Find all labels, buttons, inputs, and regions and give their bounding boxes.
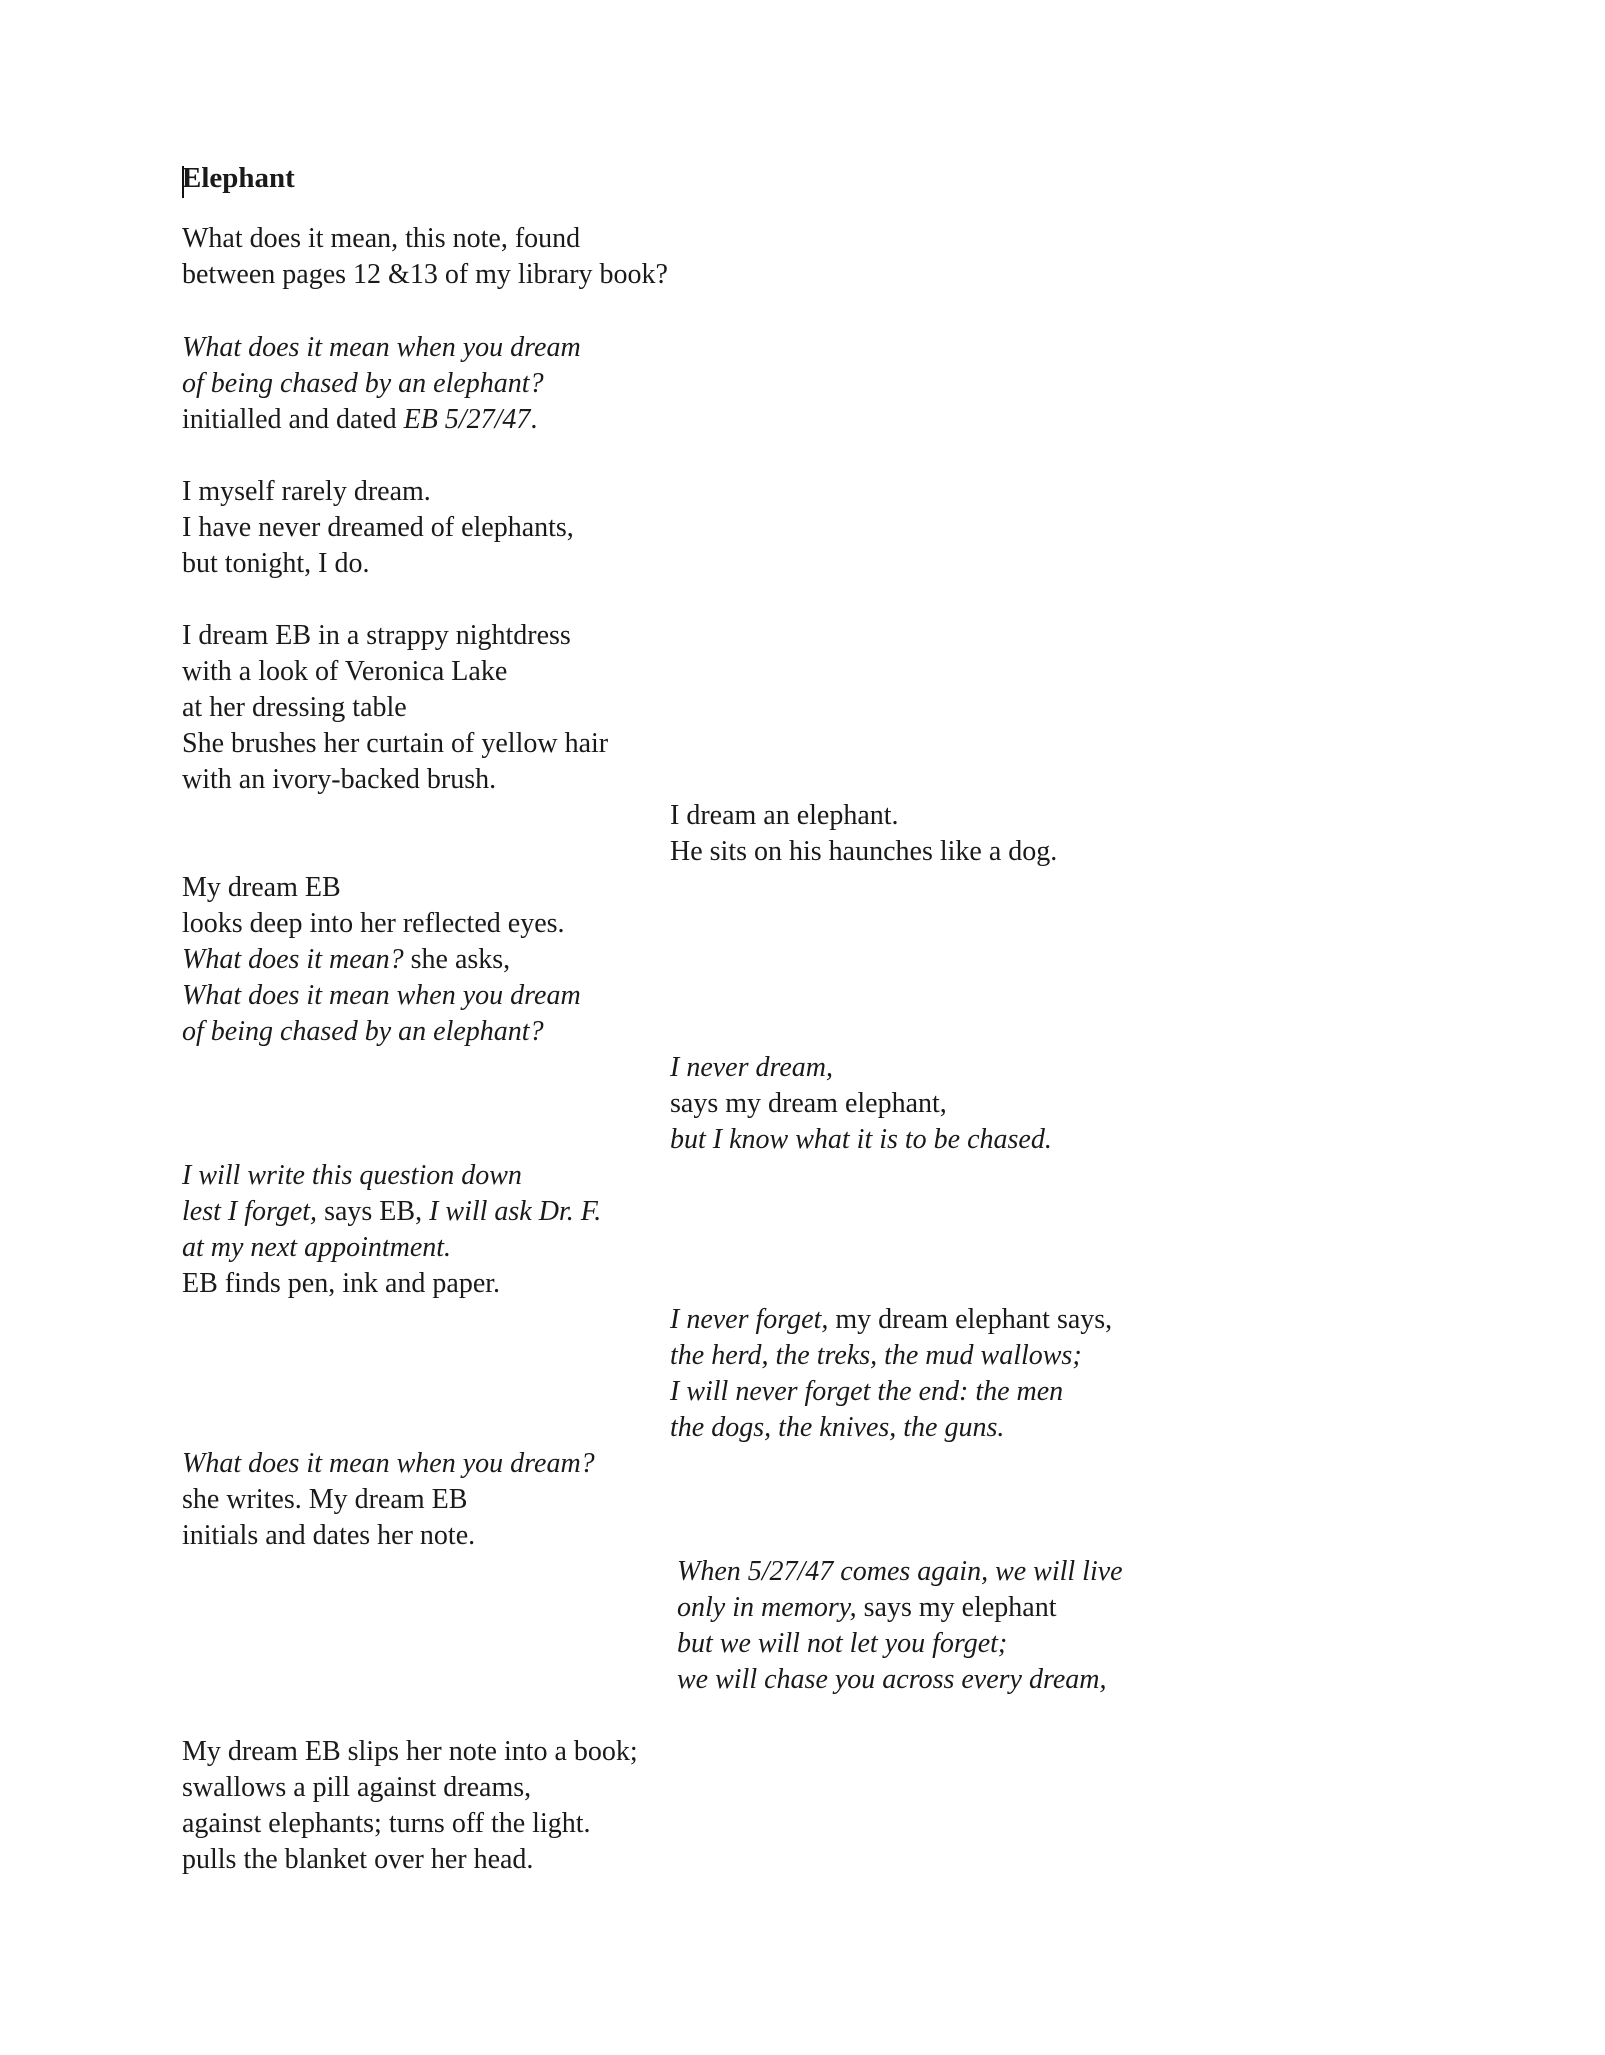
text: I dream EB in a strappy nightdress: [182, 620, 571, 651]
text: my dream elephant says,: [828, 1304, 1113, 1335]
poem-line: [182, 1806, 638, 1842]
poem-line: [182, 1842, 638, 1878]
italic-text: lest I forget,: [182, 1196, 318, 1227]
stanza: [182, 870, 581, 1050]
poem-line: [182, 1446, 595, 1482]
poem-line: [182, 690, 608, 726]
text: He sits on his haunches like a dog.: [670, 836, 1058, 867]
poem-line: [182, 221, 668, 257]
poem-line: [670, 1410, 1112, 1446]
stanza: [670, 1302, 1112, 1446]
poem-line: [182, 726, 608, 762]
poem-line: [182, 257, 668, 293]
poem-line: [182, 1014, 581, 1050]
poem-line: [182, 1734, 638, 1770]
poem-line: [182, 906, 581, 942]
text: with a look of Veronica Lake: [182, 656, 508, 687]
italic-text: at my next appointment.: [182, 1232, 452, 1263]
poem-line: [182, 1230, 601, 1266]
italic-text: I never dream,: [670, 1052, 834, 1083]
stanza: [670, 798, 1057, 870]
italic-text: What does it mean when you dream?: [182, 1448, 595, 1479]
text: but tonight, I do.: [182, 548, 370, 579]
text: she writes. My dream EB: [182, 1484, 468, 1515]
italic-text: only in memory,: [677, 1592, 857, 1623]
italic-text: but I know what it is to be chased.: [670, 1124, 1052, 1155]
stanza: [182, 618, 608, 798]
poem-line: [182, 1482, 595, 1518]
text: She brushes her curtain of yellow hair: [182, 728, 609, 759]
italic-text: we will chase you across every dream,: [677, 1664, 1107, 1695]
poem-title: Elephant: [182, 162, 295, 194]
text: What does it mean, this note, found: [182, 223, 581, 254]
poem-line: [670, 798, 1057, 834]
text: says my dream elephant,: [670, 1088, 947, 1119]
stanza: [182, 221, 668, 293]
poem-line: [182, 1266, 601, 1302]
text: EB finds pen, ink and paper.: [182, 1268, 501, 1299]
italic-text: the herd, the treks, the mud wallows;: [670, 1340, 1082, 1371]
italic-text: of being chased by an elephant?: [182, 368, 544, 399]
italic-text: What does it mean?: [182, 944, 404, 975]
italic-text: What does it mean when you dream: [182, 980, 581, 1011]
italic-text: I will ask Dr. F.: [429, 1196, 602, 1227]
stanza: [677, 1554, 1123, 1698]
poem-line: [182, 942, 581, 978]
poem-line: [677, 1626, 1123, 1662]
poem-line: [182, 1770, 638, 1806]
poem-line: [670, 1122, 1052, 1158]
poem-line: [182, 510, 574, 546]
text: between pages 12 &13 of my library book?: [182, 259, 668, 290]
poem-line: [182, 1158, 601, 1194]
stanza: [182, 1158, 601, 1302]
stanza: [182, 1446, 595, 1554]
italic-text: When 5/27/47 comes again, we will live: [677, 1556, 1123, 1587]
stanza: [182, 1734, 638, 1878]
text: I myself rarely dream.: [182, 476, 431, 507]
poem-line: [182, 870, 581, 906]
poem-line: [670, 1338, 1112, 1374]
text: at her dressing table: [182, 692, 407, 723]
text: .: [530, 404, 538, 435]
poem-line: [670, 1374, 1112, 1410]
italic-text: I will write this question down: [182, 1160, 522, 1191]
italic-text: of being chased by an elephant?: [182, 1016, 544, 1047]
poem-line: [670, 1302, 1112, 1338]
poem-line: [182, 978, 581, 1014]
text: against elephants; turns off the light.: [182, 1808, 591, 1839]
text: initialled and dated: [182, 404, 404, 435]
poem-line: [182, 330, 581, 366]
italic-text: the dogs, the knives, the guns.: [670, 1412, 1005, 1443]
stanza: [670, 1050, 1052, 1158]
poem-line: [182, 618, 608, 654]
text: pulls the blanket over her head.: [182, 1844, 534, 1875]
poem-line: [182, 1518, 595, 1554]
italic-text: but we will not let you forget;: [677, 1628, 1008, 1659]
stanza: [182, 330, 581, 438]
text: My dream EB: [182, 872, 341, 903]
text: with an ivory-backed brush.: [182, 764, 497, 795]
italic-text: EB 5/27/47: [403, 404, 531, 435]
italic-text: I will never forget the end: the men: [670, 1376, 1064, 1407]
text: initials and dates her note.: [182, 1520, 476, 1551]
text: she asks,: [403, 944, 511, 975]
poem-line: [670, 1050, 1052, 1086]
poem-line: [670, 834, 1057, 870]
poem-line: [182, 1194, 601, 1230]
text: says EB,: [317, 1196, 430, 1227]
poem-line: [677, 1662, 1123, 1698]
text: swallows a pill against dreams,: [182, 1772, 532, 1803]
poem-line: [670, 1086, 1052, 1122]
text: My dream EB slips her note into a book;: [182, 1736, 638, 1767]
italic-text: I never forget,: [670, 1304, 829, 1335]
poem-line: [182, 402, 581, 438]
poem-line: [182, 762, 608, 798]
stanza: [182, 474, 574, 582]
poem-line: [182, 654, 608, 690]
text: I dream an elephant.: [670, 800, 899, 831]
text: looks deep into her reflected eyes.: [182, 908, 565, 939]
italic-text: What does it mean when you dream: [182, 332, 581, 363]
poem-line: [677, 1590, 1123, 1626]
poem-line: [182, 474, 574, 510]
poem-line: [182, 546, 574, 582]
poem-line: [677, 1554, 1123, 1590]
text: I have never dreamed of elephants,: [182, 512, 574, 543]
text: says my elephant: [856, 1592, 1057, 1623]
poem-line: [182, 366, 581, 402]
